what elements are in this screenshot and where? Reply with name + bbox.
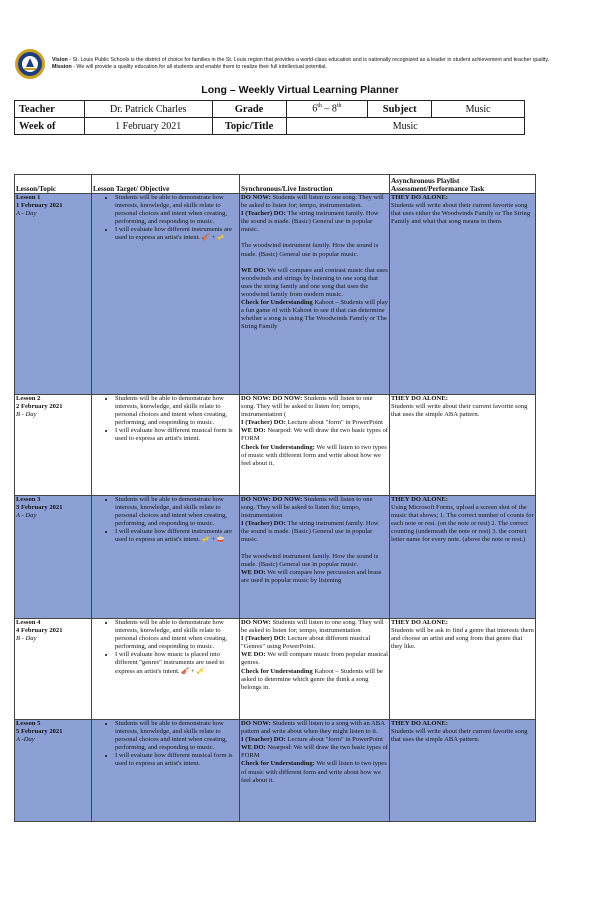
lesson-day: A - Day: [16, 512, 37, 520]
instruction-key: DO NOW:: [241, 194, 271, 201]
teacher-value: Dr. Patrick Charles: [84, 101, 212, 118]
instruction-text: Nearpod: We will draw the two basic types of FORM: [241, 427, 388, 443]
topic-value: Music: [286, 118, 524, 135]
instruction-paragraph: [241, 496, 388, 520]
vision-text: - St. Louis Public Schools is the district of choice for families in the St. Louis region that provides a world-class education and is nationally recognized as a leader in student achievement and teacher quality.: [67, 57, 550, 63]
lesson-name: Lesson 4: [16, 619, 41, 626]
instruction-paragraph: [241, 760, 388, 784]
subject-value: Music: [432, 101, 525, 118]
lesson-target-cell: [92, 720, 240, 822]
lesson-date: 2 February 2021: [16, 403, 63, 411]
lesson-topic-cell: [15, 619, 92, 720]
lesson-date: 5 February 2021: [16, 728, 63, 736]
instruction-text: The woodwind instrument family. How the sound is made. (Basic) General use in popular music.: [241, 552, 379, 568]
instruction-text: We will compare music from popular musical genres.: [241, 651, 388, 667]
week-value: 1 February 2021: [84, 118, 212, 135]
async-text: Students will write about their current favorite song that uses either the Woodwinds Family or The String Family and what that song means to them.: [391, 202, 531, 226]
vision-label: Vision: [52, 57, 68, 63]
instruction-key: I (Teacher) DO:: [241, 520, 286, 528]
lesson-date: 1 February 2021: [16, 202, 63, 210]
instruction-text: Nearpod: We will draw the two basic types of FORM: [241, 744, 388, 760]
instruction-key: WE DO:: [241, 651, 266, 659]
lesson-topic-cell: [15, 194, 92, 395]
instruction-key: WE DO:: [241, 266, 266, 274]
synchronous-cell: [240, 395, 390, 496]
plan-header-row: [15, 175, 536, 194]
instruction-key: I (Teacher) DO:: [241, 419, 286, 427]
instruction-text: The string instrument family. How the sound is made. (Basic) General use in popular music.: [241, 520, 379, 544]
synchronous-cell: [240, 496, 390, 619]
grade-value: 6th – 8th: [286, 101, 368, 118]
objective-item: • Students will be able to demonstrate how interests, knowledge, and skills relate to personal choices and intent when creating, performing, and responding to music.: [115, 720, 238, 752]
async-text: Students will write about their current favorite song that uses the simple ABA pattern.: [391, 728, 528, 744]
lesson-target-cell: [92, 194, 240, 395]
instruction-paragraph: [241, 395, 388, 419]
asynchronous-cell: [390, 619, 536, 720]
col-lesson-target: Lesson Target/ Objective: [92, 175, 240, 194]
instruction-paragraph: [241, 210, 388, 234]
objective-item: • I will evaluate how different instruments are used to express an artist's intent. 🎺 + 🥁: [115, 528, 238, 544]
instruction-paragraph: [241, 242, 388, 258]
lesson-row: [15, 496, 536, 619]
async-key: THEY DO ALONE:: [391, 619, 448, 626]
instruction-paragraph: [241, 419, 388, 427]
lesson-plan-table: [14, 174, 536, 822]
async-key: THEY DO ALONE:: [391, 395, 448, 402]
synchronous-cell: [240, 619, 390, 720]
lesson-row: [15, 395, 536, 496]
instruction-key: I (Teacher) DO:: [241, 635, 286, 643]
lesson-day: B - Day: [16, 411, 37, 419]
instruction-key: Check for Understanding:: [241, 443, 315, 451]
asynchronous-cell: [390, 496, 536, 619]
instruction-paragraph: [241, 619, 388, 635]
asynchronous-cell: [390, 194, 536, 395]
synchronous-cell: [240, 194, 390, 395]
asynchronous-cell: [390, 395, 536, 496]
vision-mission: [52, 57, 549, 71]
instruction-text: We will compare and contrast music that uses woodwinds and strings by listening to one song that uses the string family and one song that uses the woodwind family from modern music.: [241, 266, 388, 298]
spacer: [241, 234, 388, 242]
subject-label: Subject: [368, 101, 432, 118]
instruction-paragraph: [241, 635, 388, 651]
page-header: [14, 48, 594, 82]
lesson-name: Lesson 3: [16, 496, 41, 503]
instruction-paragraph: [241, 267, 388, 299]
instruction-key: DO NOW: DO NOW:: [241, 395, 303, 402]
week-label: Week of: [15, 118, 85, 135]
objective-item: • Students will be able to demonstrate how interests, knowledge, and skills relate to personal choices and intent when creating, performing, and responding to music.: [115, 395, 238, 427]
async-text: Students will be ask to find a genre that interests them and choose an artist and song from that genre that they like.: [391, 627, 534, 651]
instruction-paragraph: [241, 444, 388, 468]
instruction-key: I (Teacher) DO:: [241, 210, 286, 218]
col-lesson-topic: Lesson/Topic: [15, 175, 92, 194]
instruction-paragraph: [241, 299, 388, 331]
asynchronous-cell: [390, 720, 536, 822]
lesson-row: [15, 619, 536, 720]
instruction-key: I (Teacher) DO:: [241, 736, 286, 744]
grade-label: Grade: [212, 101, 286, 118]
instruction-key: WE DO:: [241, 568, 266, 576]
instruction-text: We will listen to two types of music with different form and write about how we feel about it.: [241, 443, 387, 467]
async-text: Using Microsoft Forms, upload a screen shot of the music that shows; 1. The correct number of counts for each note or rest. (on the note or rest) 2. The correct counting (underneath the note or rest) 3. the correct letter name for every note. (above the note or rest.): [391, 504, 534, 544]
objective-item: • I will evaluate how music is placed into different "genres" instruments are used to express an artist's intent. 🎻 + 🎺: [115, 651, 238, 675]
col-asynchronous: Asynchronous Playlist Assessment/Performance Task: [390, 175, 536, 194]
topic-label: Topic/Title: [212, 118, 286, 135]
instruction-text: We will listen to two types of music with different form and write about how we feel about it.: [241, 760, 387, 784]
lesson-day: A - Day: [16, 210, 37, 218]
instruction-key: DO NOW:: [241, 720, 271, 727]
objective-item: • Students will be able to demonstrate how interests, knowledge, and skills relate to personal choices and intent when creating, performing, and responding to music.: [115, 194, 238, 226]
teacher-label: Teacher: [15, 101, 85, 118]
instruction-paragraph: [241, 651, 388, 667]
lesson-day: A -Day: [16, 736, 35, 744]
spacer: [241, 259, 388, 267]
lesson-date: 4 February 2021: [16, 627, 63, 635]
spacer: [241, 545, 388, 553]
instruction-key: Check for Understanding:: [241, 760, 315, 768]
async-text: Students will write about their current favorite song that uses the simple ABA pattern.: [391, 403, 528, 419]
instruction-paragraph: [241, 569, 388, 585]
instruction-paragraph: [241, 427, 388, 443]
instruction-paragraph: [241, 194, 388, 210]
instruction-text: Lecture about "form" in PowerPoint: [285, 419, 383, 427]
district-logo-icon: [14, 48, 46, 80]
instruction-text: The woodwind instrument family. How the sound is made. (Basic) General use in popular music.: [241, 242, 379, 258]
lesson-day: B - Day: [16, 635, 37, 643]
instruction-text: Lecture about "form" in PowerPoint: [285, 736, 383, 744]
instruction-text: Kahoot – Students will be asked to determine which genre the think a song belongs in.: [241, 667, 383, 691]
lesson-row: [15, 194, 536, 395]
objective-item: • Students will be able to demonstrate how interests, knowledge, and skills relate to personal choices and intent when creating, performing, and responding to music.: [115, 619, 238, 651]
instruction-paragraph: [241, 744, 388, 760]
lesson-date: 3 February 2021: [16, 504, 63, 512]
lesson-target-cell: [92, 496, 240, 619]
instruction-text: Students will listen to one song. They will be asked to listen for; tempo, instrumentation.: [241, 194, 384, 210]
objective-item: • I will evaluate how different musical form is used to express an artist's intent.: [115, 427, 238, 443]
instruction-text: Students will listen to one song. They will be asked to listen for; tempo, instrumentation (: [241, 395, 373, 419]
info-table: [14, 100, 525, 135]
objective-item: • I will evaluate how different musical form is used to express an artist's intent.: [115, 752, 238, 768]
instruction-paragraph: [241, 720, 388, 736]
instruction-text: We will compare how percussion and brass are used in popular music by listening: [241, 568, 382, 584]
async-key: THEY DO ALONE:: [391, 496, 448, 503]
objective-item: • I will evaluate how different instruments are used to express an artist's intent. 🎻 + 🎺: [115, 226, 238, 242]
instruction-key: Check for Understanding: [241, 667, 313, 675]
col-synchronous: Synchronous/Live Instruction: [240, 175, 390, 194]
instruction-text: The string instrument family. How the sound is made. (Basic) General use in popular music.: [241, 210, 379, 234]
objective-item: • Students will be able to demonstrate how interests, knowledge, and skills relate to personal choices and intent when creating, performing, and responding to music.: [115, 496, 238, 528]
instruction-text: Students will listen to a song with an ABA pattern and write about when they might listen to it.: [241, 720, 385, 736]
lesson-name: Lesson 2: [16, 395, 41, 402]
lesson-name: Lesson 1: [16, 194, 41, 201]
mission-label: Mission: [52, 64, 72, 70]
instruction-text: Students will listen to one song. They will be asked to listen for; tempo, instrumentation: [241, 496, 373, 520]
instruction-text: Students will listen to one song. They will be asked to listen for; tempo, instrumentation: [241, 619, 384, 635]
lesson-topic-cell: [15, 720, 92, 822]
instruction-key: WE DO:: [241, 427, 266, 435]
async-key: THEY DO ALONE:: [391, 720, 448, 727]
lesson-name: Lesson 5: [16, 720, 41, 727]
instruction-text: Kahoot – Students will play a fun game of with Kahoot to see if that can determine whether a song is using The Woodwinds Family or The String Family: [241, 299, 388, 331]
instruction-key: Check for Understanding: [241, 299, 313, 307]
synchronous-cell: [240, 720, 390, 822]
instruction-paragraph: [241, 668, 388, 692]
lesson-topic-cell: [15, 395, 92, 496]
instruction-key: DO NOW:: [241, 619, 271, 626]
instruction-key: DO NOW: DO NOW:: [241, 496, 303, 503]
instruction-paragraph: [241, 736, 388, 744]
instruction-key: WE DO:: [241, 744, 266, 752]
lesson-topic-cell: [15, 496, 92, 619]
instruction-text: Lecture about different musical "Genres" using PowerPoint.: [241, 635, 371, 651]
lesson-target-cell: [92, 395, 240, 496]
instruction-paragraph: [241, 520, 388, 544]
mission-text: - We will provide a quality education for all students and enable them to realize their full intellectual potential.: [71, 64, 327, 70]
instruction-paragraph: [241, 553, 388, 569]
lesson-row: [15, 720, 536, 822]
lesson-target-cell: [92, 619, 240, 720]
async-key: THEY DO ALONE:: [391, 194, 448, 201]
page-title: Long – Weekly Virtual Learning Planner: [201, 84, 399, 96]
